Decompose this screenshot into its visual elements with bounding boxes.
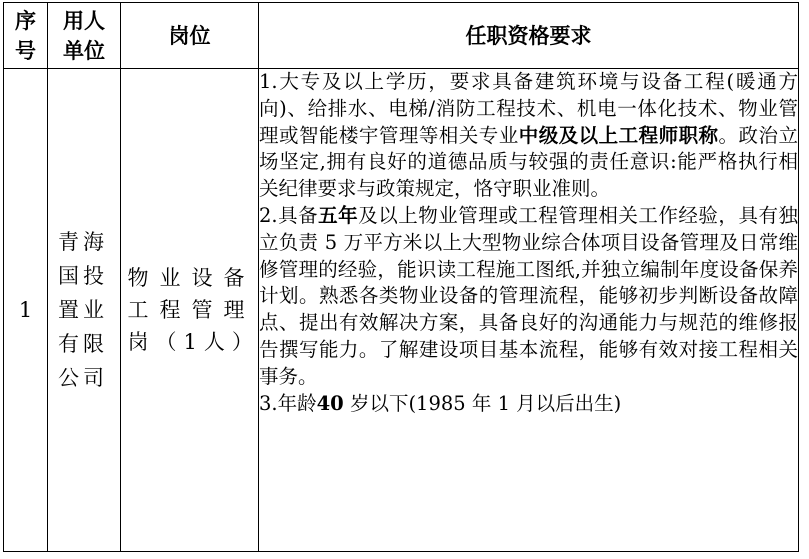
header-serial-line1: 序 [15, 7, 36, 33]
header-employer-line2: 单位 [63, 37, 105, 63]
header-serial-number [4, 3, 48, 69]
requirement-2-text-b: 及以上物业管理或工程管理相关工作经验，具有独立负责 5 万平方米以上大型物业综合体项目设备管理及日常维修管理的经验，能识读工程施工图纸,并独立编制年度设备保养计划。熟悉各类物业设备的管理流程，能够初步判断设备故障点、提出有效解决方案，具备良好的沟通能力与规范的维修报告撰写能力。了解建设项目基本流程，能够有效对接工程相关事务。 [259, 203, 798, 388]
requirement-3-text-a: 3.年龄 [259, 391, 317, 415]
row-position: 物业设备工程管理岗（1人） [127, 266, 260, 354]
header-employer [48, 3, 121, 69]
header-serial-line2: 号 [15, 37, 36, 63]
row-requirements-cell [259, 69, 799, 552]
job-requirements-table [3, 2, 799, 552]
requirement-2-text-a: 2.具备 [259, 203, 319, 227]
requirement-item-2 [259, 203, 798, 391]
header-employer-line1: 用人 [63, 7, 105, 33]
requirement-3-text-b: 岁以下(1985 年 1 月以后出生) [343, 391, 622, 415]
row-serial-number: 1 [4, 69, 48, 552]
requirement-1-text-b: 。政治立场坚定,拥有良好的道德品质与较强的责任意识:能严格执行相关纪律要求与政策规定，恪守职业准则。 [259, 123, 798, 201]
header-position: 岗位 [121, 3, 259, 69]
table-header-row [4, 3, 799, 69]
row-employer-cell [48, 69, 121, 552]
row-employer: 青海国投置业有限公司 [58, 230, 108, 390]
requirement-item-1 [259, 69, 798, 203]
table-row [4, 69, 799, 552]
row-position-cell [121, 69, 259, 552]
requirement-1-text-a: 1.大专及以上学历，要求具备建筑环境与设备工程(暖通方向)、给排水、电梯/消防工程技术、机电一体化技术、物业管理或智能楼宇管理等相关专业 [259, 70, 798, 147]
requirement-1-bold: 中级及以上工程师职称 [518, 123, 719, 147]
header-requirements: 任职资格要求 [259, 3, 799, 69]
requirement-item-3 [259, 391, 798, 418]
requirement-3-bold: 40 [316, 391, 344, 415]
requirement-2-bold: 五年 [318, 203, 359, 227]
